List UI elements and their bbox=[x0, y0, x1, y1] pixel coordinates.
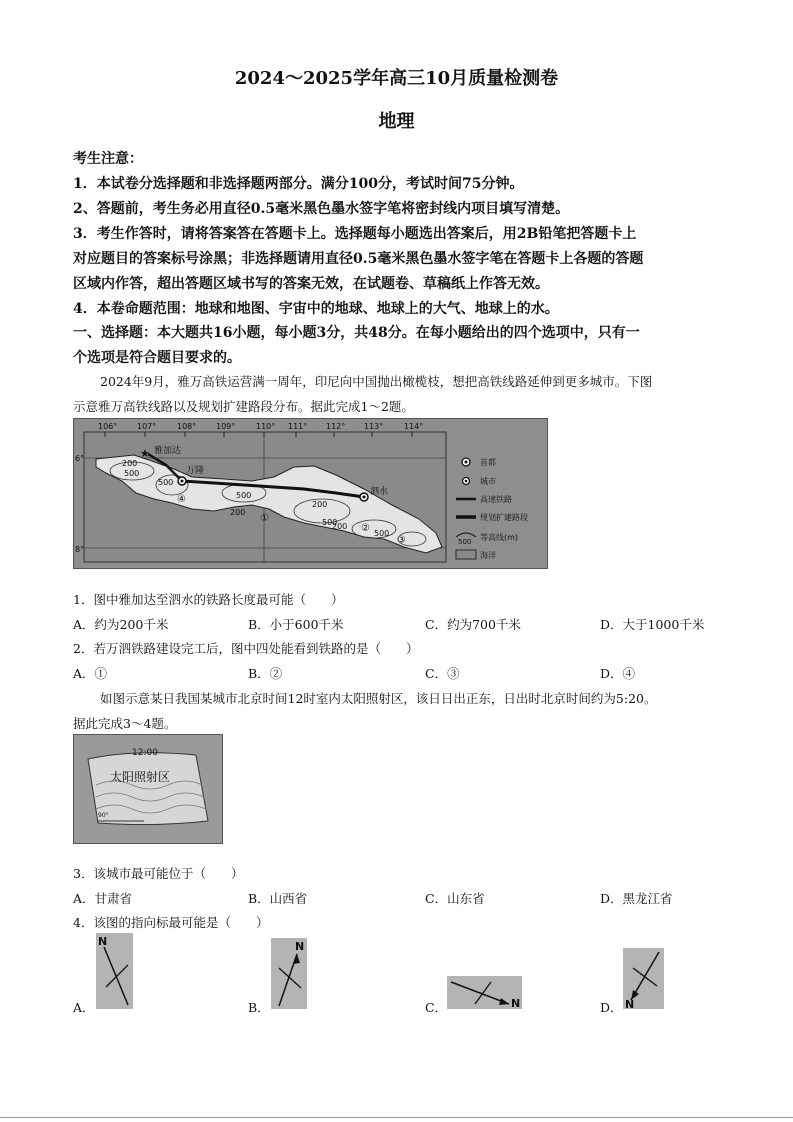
q3-option-c[interactable]: C．山东省 bbox=[425, 891, 485, 906]
city-label: 雅加达 bbox=[154, 446, 182, 456]
legend-sea: 海洋 bbox=[480, 551, 496, 560]
passage-text: 如图示意某日我国某城市北京时间12时室内太阳照射区，该日日出正东，日出时北京时间约为5:20。 bbox=[100, 691, 657, 706]
longitude-label: 108° bbox=[177, 422, 197, 431]
legend-capital: 首都 bbox=[480, 458, 496, 467]
north-label: N bbox=[98, 935, 108, 948]
q2-option-a[interactable]: A．① bbox=[73, 666, 108, 681]
longitude-label: 114° bbox=[404, 422, 424, 431]
passage-text: 示意雅万高铁线路以及规划扩建路段分布。据此完成1～2题。 bbox=[73, 399, 414, 414]
contour-label: 200 bbox=[332, 522, 348, 531]
q2-option-b[interactable]: B．② bbox=[248, 666, 283, 681]
site-marker: ② bbox=[361, 523, 370, 534]
q1-option-a[interactable]: A．约为200千米 bbox=[73, 617, 169, 632]
notice-item: 对应题目的答案标号涂黑；非选择题请用直径0.5毫米黑色墨水签字笔在答题卡上各题的答题 bbox=[73, 251, 644, 267]
legend-planned: 规划扩建路段 bbox=[480, 513, 528, 522]
contour-label: 500 bbox=[158, 478, 174, 487]
latitude-label: 6° bbox=[75, 454, 85, 463]
q2-option-d[interactable]: D．④ bbox=[600, 666, 636, 681]
notice-heading: 考生注意： bbox=[73, 151, 143, 167]
contour-label: 500 bbox=[236, 491, 252, 500]
q4-option-c[interactable]: C． bbox=[425, 1000, 448, 1015]
legend-rail: 高速铁路 bbox=[480, 495, 512, 504]
contour-label: 200 bbox=[230, 508, 246, 517]
q3-stem: 3．该城市最可能位于（ ） bbox=[73, 866, 244, 881]
q1-option-d[interactable]: D．大于1000千米 bbox=[600, 617, 705, 632]
q4-option-a[interactable]: A． bbox=[73, 1000, 95, 1015]
north-arrow-a[interactable] bbox=[96, 933, 133, 1009]
q3-option-d[interactable]: D．黑龙江省 bbox=[600, 891, 673, 906]
q1-option-b[interactable]: B．小于600千米 bbox=[248, 617, 344, 632]
bottom-rule bbox=[0, 1117, 793, 1118]
passage-text: 据此完成3～4题。 bbox=[73, 716, 177, 731]
site-marker: ④ bbox=[177, 494, 186, 505]
north-arrow-b[interactable] bbox=[271, 938, 307, 1009]
q3-option-a[interactable]: A．甘肃省 bbox=[73, 891, 133, 906]
north-label: N bbox=[625, 998, 635, 1009]
capital-icon: ★ bbox=[140, 447, 150, 460]
longitude-label: 112° bbox=[326, 422, 346, 431]
contour-label: 200 bbox=[122, 459, 138, 468]
time-label: 12:00 bbox=[132, 748, 158, 758]
latitude-label: 8° bbox=[75, 545, 85, 554]
notice-item: 4．本卷命题范围：地球和地图、宇宙中的地球、地球上的大气、地球上的水。 bbox=[73, 301, 559, 317]
contour-label: 500 bbox=[374, 529, 390, 538]
section-heading-cont: 个选项是符合题目要求的。 bbox=[73, 350, 241, 366]
north-arrow-c[interactable] bbox=[447, 976, 522, 1009]
site-marker: ③ bbox=[397, 535, 406, 546]
q3-option-b[interactable]: B．山西省 bbox=[248, 891, 308, 906]
longitude-label: 106° bbox=[98, 422, 118, 431]
site-marker: ① bbox=[260, 513, 269, 524]
section-heading: 一、选择题：本大题共16小题，每小题3分，共48分。在每小题给出的四个选项中，只有一 bbox=[73, 325, 640, 341]
north-label: N bbox=[511, 997, 521, 1009]
q2-stem: 2．若万泗铁路建设完工后，图中四处能看到铁路的是（ ） bbox=[73, 641, 419, 656]
q4-option-b[interactable]: B． bbox=[248, 1000, 270, 1015]
notice-item: 区域内作答，超出答题区域书写的答案无效，在试题卷、草稿纸上作答无效。 bbox=[73, 276, 549, 292]
passage-text: 2024年9月，雅万高铁运营满一周年，印尼向中国抛出橄榄枝，想把高铁线路延伸到更多城市。下图 bbox=[100, 374, 653, 389]
q2-option-c[interactable]: C．③ bbox=[425, 666, 460, 681]
north-label: N bbox=[295, 940, 305, 953]
angle-label: 90° bbox=[98, 812, 109, 819]
rail-map-figure bbox=[73, 418, 548, 569]
exam-title: 2024～2025学年高三10月质量检测卷 bbox=[234, 68, 559, 89]
sun-area-figure bbox=[73, 734, 223, 844]
longitude-label: 111° bbox=[288, 422, 308, 431]
north-arrow-d[interactable] bbox=[623, 948, 664, 1009]
longitude-label: 109° bbox=[216, 422, 236, 431]
longitude-label: 113° bbox=[364, 422, 384, 431]
subject-title: 地理 bbox=[378, 111, 415, 132]
contour-label: 500 bbox=[124, 469, 140, 478]
contour-label: 500 bbox=[322, 518, 338, 527]
notice-item: 1．本试卷分选择题和非选择题两部分。满分100分，考试时间75分钟。 bbox=[73, 176, 524, 192]
q1-stem: 1．图中雅加达至泗水的铁路长度最可能（ ） bbox=[73, 592, 344, 607]
q1-option-c[interactable]: C．约为700千米 bbox=[425, 617, 521, 632]
notice-item: 2、答题前，考生务必用直径0.5毫米黑色墨水签字笔将密封线内项目填写清楚。 bbox=[73, 201, 570, 217]
contour-label: 200 bbox=[312, 500, 328, 509]
q4-stem: 4．该图的指向标最可能是（ ） bbox=[73, 915, 269, 930]
city-label: 万隆 bbox=[186, 466, 205, 476]
legend-contour-value: 500 bbox=[458, 538, 472, 546]
sunlit-area-label: 太阳照射区 bbox=[110, 770, 171, 784]
notice-item: 3．考生作答时，请将答案答在答题卡上。选择题每小题选出答案后，用2B铅笔把答题卡上 bbox=[73, 226, 637, 242]
legend-contour: 等高线(m) bbox=[480, 533, 519, 542]
map-legend bbox=[456, 457, 528, 560]
q4-option-d[interactable]: D． bbox=[600, 1000, 623, 1015]
city-label: 泗水 bbox=[370, 487, 389, 497]
legend-city: 城市 bbox=[480, 477, 496, 486]
longitude-label: 107° bbox=[137, 422, 157, 431]
longitude-label: 110° bbox=[256, 422, 276, 431]
